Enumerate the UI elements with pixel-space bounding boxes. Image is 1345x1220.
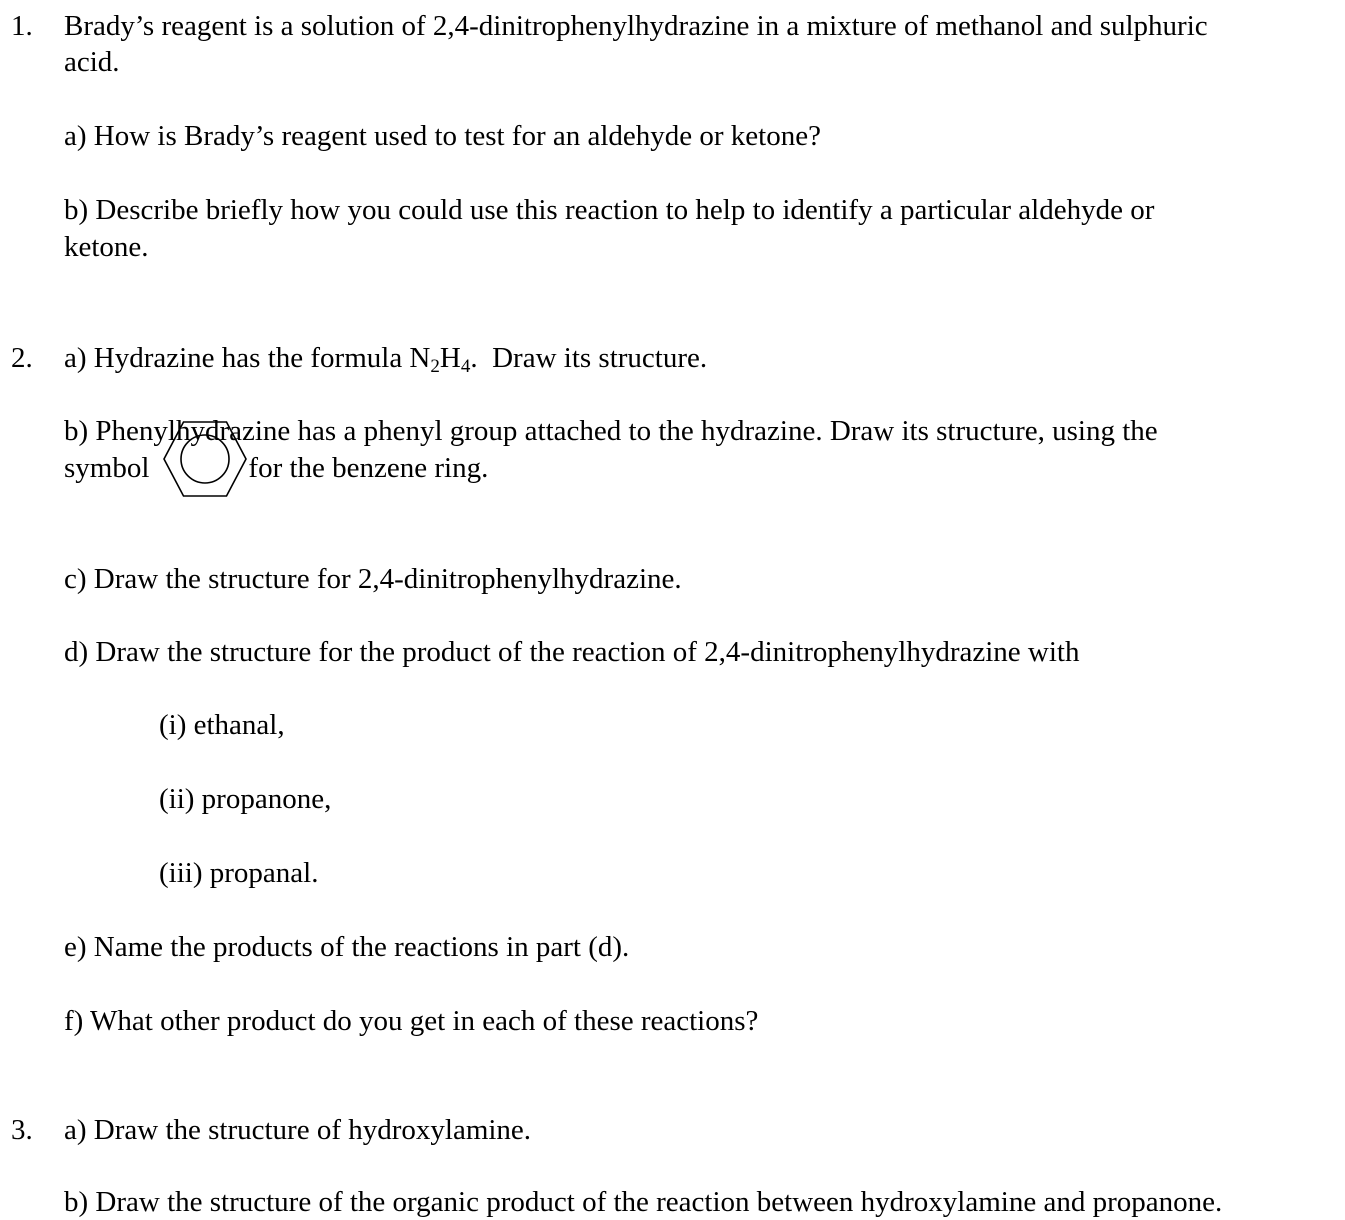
question-1b-line1: b) Describe briefly how you could use this reaction to help to identify a particular aldehyde or — [64, 194, 1155, 226]
question-2b-line1: b) Phenylhydrazine has a phenyl group attached to the hydrazine. Draw its structure, using the — [64, 415, 1158, 447]
question-2a-text-end: . Draw its structure. — [470, 342, 708, 374]
formula-subscript-4: 4 — [460, 356, 471, 377]
question-2a-text-start: a) Hydrazine has the formula N — [64, 342, 431, 374]
question-1-number: 1. — [11, 10, 33, 42]
question-1-intro-line1: Brady’s reagent is a solution of 2,4-dinitrophenylhydrazine in a mixture of methanol and sulphuric — [64, 10, 1208, 42]
question-2f: f) What other product do you get in each of these reactions? — [64, 1005, 759, 1037]
question-3a: a) Draw the structure of hydroxylamine. — [64, 1114, 532, 1146]
question-2-number: 2. — [11, 342, 33, 374]
benzene-ring-icon — [162, 416, 248, 502]
question-1a: a) How is Brady’s reagent used to test for an aldehyde or ketone? — [64, 120, 821, 152]
question-2d-i: (i) ethanal, — [159, 709, 285, 741]
question-2e: e) Name the products of the reactions in part (d). — [64, 931, 630, 963]
question-1b-line2: ketone. — [64, 231, 149, 263]
question-1-intro-line2: acid. — [64, 46, 120, 78]
question-3-number: 3. — [11, 1114, 33, 1146]
question-2c: c) Draw the structure for 2,4-dinitrophenylhydrazine. — [64, 563, 682, 595]
question-2b-line2 — [64, 450, 1339, 486]
formula-subscript-2: 2 — [430, 356, 440, 377]
question-2d-iii: (iii) propanal. — [159, 857, 319, 889]
question-2b-symbol-word: symbol — [64, 452, 150, 484]
question-2a — [64, 340, 1339, 376]
question-3b: b) Draw the structure of the organic product of the reaction between hydroxylamine and propanone. — [64, 1186, 1223, 1218]
formula-h: H — [439, 342, 461, 374]
question-2d: d) Draw the structure for the product of the reaction of 2,4-dinitrophenylhydrazine with — [64, 636, 1080, 668]
question-2d-ii: (ii) propanone, — [159, 783, 332, 815]
question-2b-line2-end: for the benzene ring. — [248, 452, 489, 484]
